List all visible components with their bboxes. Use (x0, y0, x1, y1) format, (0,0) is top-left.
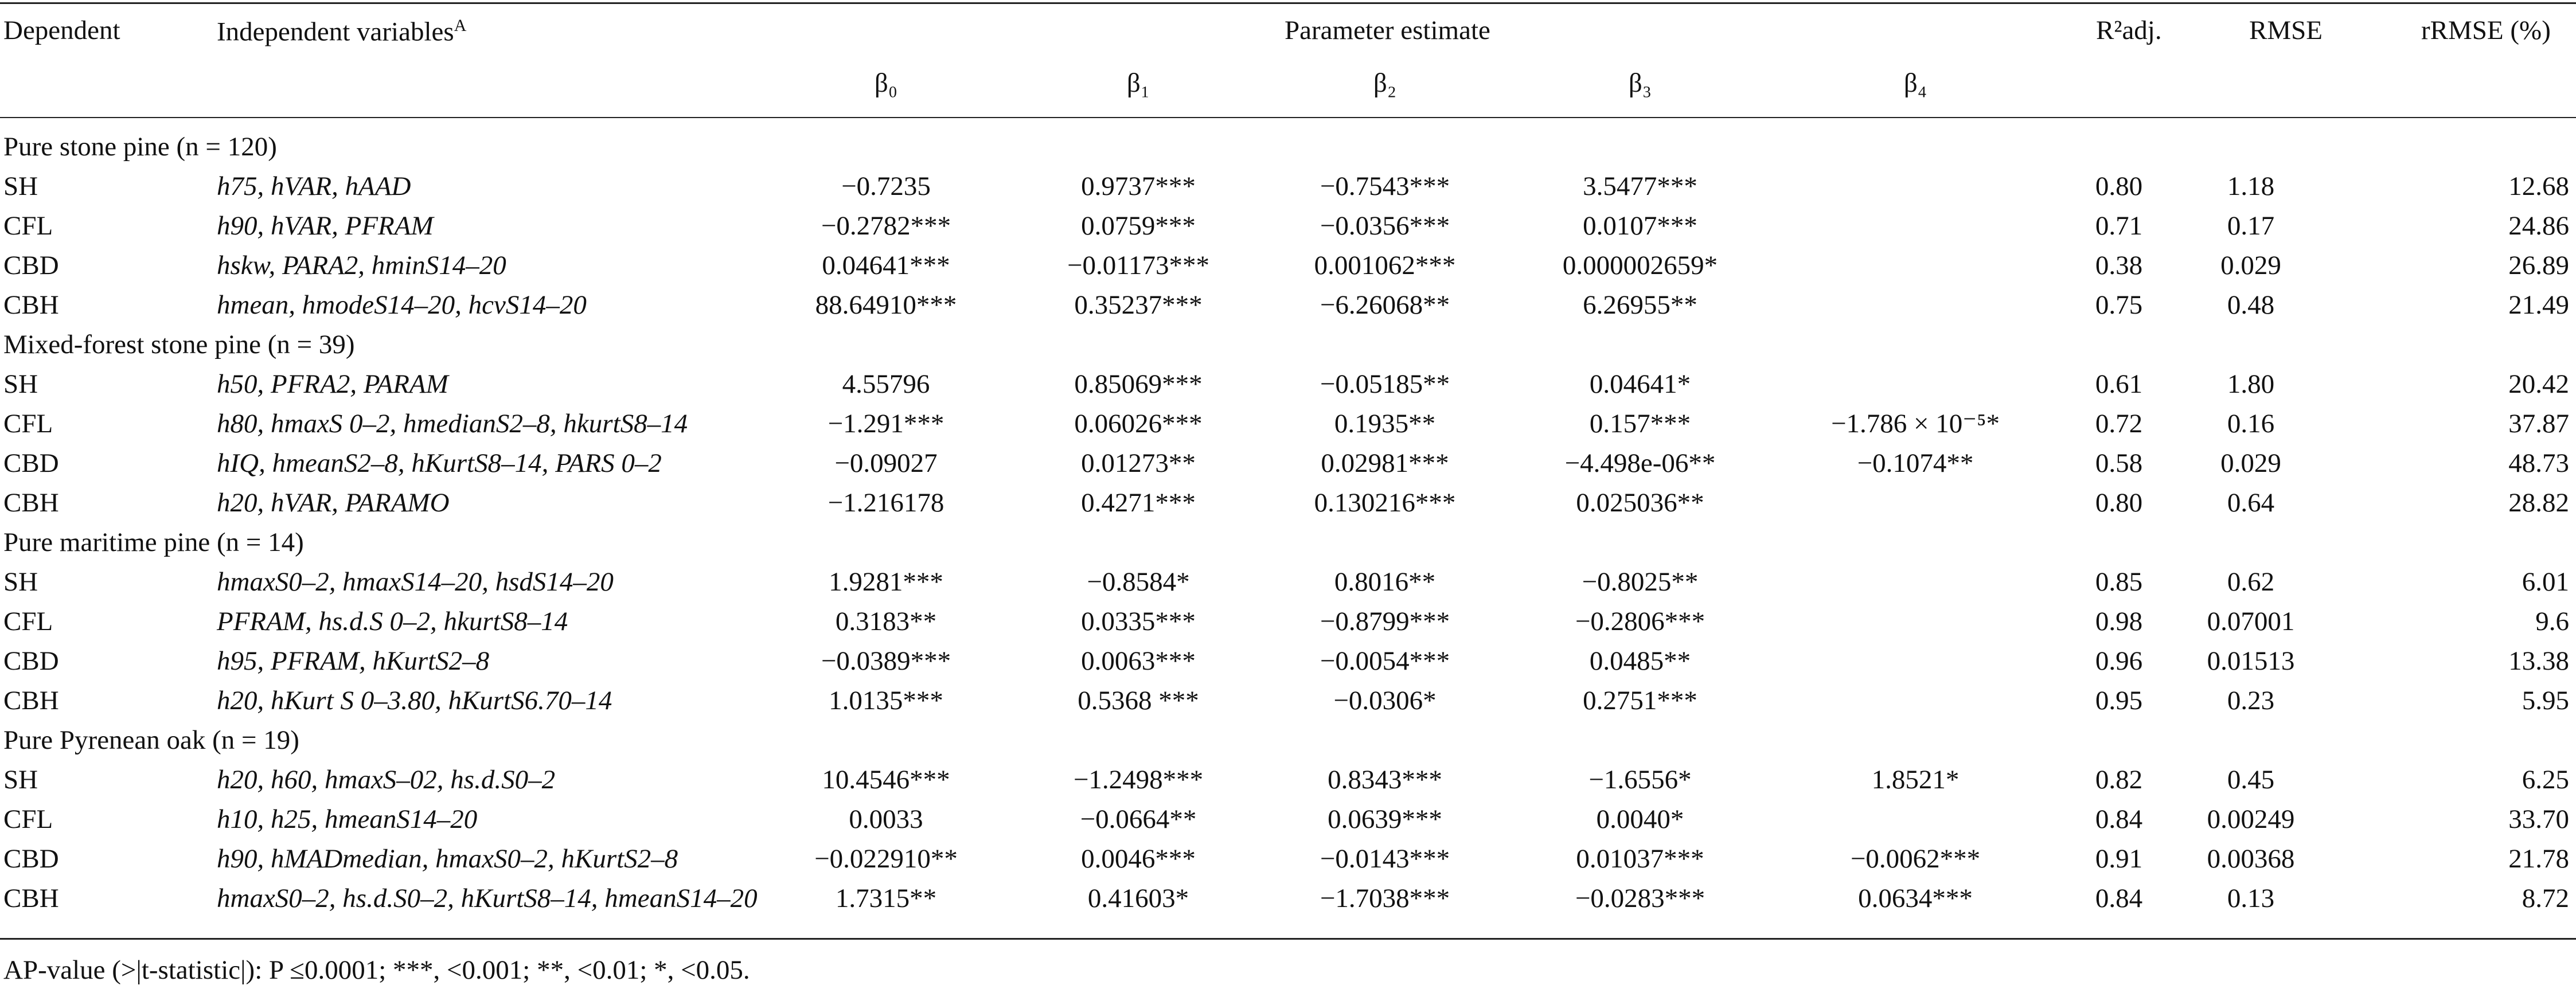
beta1-cell: −0.01173*** (1067, 251, 1209, 280)
r2-cell: 0.95 (2095, 686, 2143, 716)
rrmse-cell: 26.89 (2508, 251, 2569, 280)
table-row (0, 760, 2576, 800)
rmse-cell: 0.00368 (2207, 844, 2295, 874)
beta2-cell: 0.0639*** (1328, 804, 1442, 834)
rrmse-cell: 13.38 (2508, 646, 2569, 676)
dependent-cell: CFL (3, 409, 53, 439)
independent-vars-cell: h20, hKurt S 0–3.80, hKurtS6.70–14 (217, 686, 612, 716)
independent-vars-cell: hmaxS0–2, hs.d.S0–2, hKurtS8–14, hmeanS14–20 (217, 883, 758, 913)
beta2-cell: 0.8016** (1334, 567, 1436, 597)
table-row (0, 483, 2576, 523)
rmse-cell: 1.80 (2227, 369, 2275, 399)
header-beta-2: β₂ (1373, 68, 1397, 98)
dependent-cell: SH (3, 567, 38, 597)
beta1-cell: 0.5368 *** (1078, 686, 1199, 716)
dependent-cell: CBD (3, 646, 59, 676)
independent-vars-cell: h10, h25, hmeanS14–20 (217, 804, 478, 834)
r2-cell: 0.84 (2095, 883, 2143, 913)
header-parameter-estimate: Parameter estimate (1285, 15, 1490, 45)
independent-vars-cell: hmaxS0–2, hmaxS14–20, hsdS14–20 (217, 567, 614, 597)
table-row (0, 167, 2576, 206)
dependent-cell: CBD (3, 251, 59, 280)
table-row (0, 681, 2576, 721)
rmse-cell: 0.64 (2227, 488, 2275, 518)
beta3-cell: −0.8025** (1582, 567, 1699, 597)
beta1-cell: 0.4271*** (1081, 488, 1196, 518)
beta3-cell: 3.5477*** (1583, 171, 1697, 201)
beta0-cell: −0.7235 (841, 171, 931, 201)
independent-vars-cell: h20, hVAR, PARAMO (217, 488, 450, 518)
beta2-cell: −6.26068** (1320, 290, 1450, 320)
rmse-cell: 0.23 (2227, 686, 2275, 716)
header-beta-0: β₀ (874, 68, 898, 98)
beta0-cell: −0.022910** (814, 844, 958, 874)
dependent-cell: SH (3, 369, 38, 399)
independent-vars-cell: h95, PFRAM, hKurtS2–8 (217, 646, 490, 676)
independent-vars-cell: h90, hVAR, PFRAM (217, 211, 434, 241)
beta3-cell: 0.04641* (1589, 369, 1691, 399)
r2-cell: 0.91 (2095, 844, 2143, 874)
header-rmse: RMSE (2249, 15, 2323, 45)
independent-vars-cell: hskw, PARA2, hminS14–20 (217, 251, 506, 280)
beta1-cell: −0.8584* (1087, 567, 1190, 597)
r2-cell: 0.38 (2095, 251, 2143, 280)
rrmse-cell: 48.73 (2508, 448, 2569, 478)
rrmse-cell: 9.6 (2535, 607, 2569, 636)
rrmse-cell: 28.82 (2508, 488, 2569, 518)
table-row (0, 602, 2576, 642)
rmse-cell: 0.45 (2227, 765, 2275, 795)
top-rule (0, 2, 2576, 4)
beta2-cell: 0.001062*** (1314, 251, 1456, 280)
beta2-cell: −0.0143*** (1320, 844, 1450, 874)
dependent-cell: CBH (3, 290, 59, 320)
beta0-cell: −1.216178 (828, 488, 944, 518)
header-beta-3: β₃ (1628, 68, 1652, 98)
beta3-cell: 0.157*** (1589, 409, 1691, 439)
independent-vars-cell: h20, h60, hmaxS–02, hs.d.S0–2 (217, 765, 556, 795)
beta0-cell: 88.64910*** (815, 290, 957, 320)
footnote: AP-value (>|t-statistic|): P ≤0.0001; ***, <0.001; **, <0.01; *, <0.05. (3, 955, 750, 985)
header-dependent: Dependent (3, 15, 120, 45)
beta0-cell: −1.291*** (828, 409, 944, 439)
rrmse-cell: 24.86 (2508, 211, 2569, 241)
beta0-cell: −0.2782*** (821, 211, 951, 241)
r2-cell: 0.61 (2095, 369, 2143, 399)
table-row (0, 562, 2576, 602)
beta2-cell: 0.02981*** (1321, 448, 1449, 478)
beta2-cell: −0.7543*** (1320, 171, 1450, 201)
dependent-cell: SH (3, 171, 38, 201)
rmse-cell: 1.18 (2227, 171, 2275, 201)
table-row (0, 642, 2576, 681)
beta3-cell: 0.025036** (1576, 488, 1704, 518)
rrmse-cell: 37.87 (2508, 409, 2569, 439)
beta0-cell: 1.7315** (835, 883, 937, 913)
beta1-cell: 0.01273** (1081, 448, 1196, 478)
dependent-cell: CBD (3, 448, 59, 478)
beta2-cell: −0.8799*** (1320, 607, 1450, 636)
r2-cell: 0.80 (2095, 488, 2143, 518)
dependent-cell: CBH (3, 488, 59, 518)
beta3-cell: −0.2806*** (1575, 607, 1705, 636)
rrmse-cell: 20.42 (2508, 369, 2569, 399)
rrmse-cell: 21.49 (2508, 290, 2569, 320)
rmse-cell: 0.029 (2220, 448, 2281, 478)
header-r2: R²adj. (2096, 15, 2162, 45)
beta4-cell: −0.1074** (1857, 448, 1974, 478)
r2-cell: 0.72 (2095, 409, 2143, 439)
group-title: Pure maritime pine (n = 14) (3, 527, 304, 557)
independent-vars-cell: h90, hMADmedian, hmaxS0–2, hKurtS2–8 (217, 844, 678, 874)
beta0-cell: −0.0389*** (821, 646, 951, 676)
dependent-cell: CBD (3, 844, 59, 874)
header-beta-4: β₄ (1903, 68, 1927, 98)
table-row (0, 444, 2576, 483)
beta1-cell: 0.0759*** (1081, 211, 1196, 241)
beta1-cell: 0.85069*** (1074, 369, 1203, 399)
rmse-cell: 0.01513 (2207, 646, 2295, 676)
r2-cell: 0.58 (2095, 448, 2143, 478)
beta1-cell: 0.0046*** (1081, 844, 1196, 874)
dependent-cell: CFL (3, 804, 53, 834)
beta0-cell: −0.09027 (834, 448, 938, 478)
group-title: Mixed-forest stone pine (n = 39) (3, 330, 355, 359)
beta3-cell: 6.26955** (1583, 290, 1697, 320)
beta0-cell: 1.9281*** (829, 567, 943, 597)
r2-cell: 0.80 (2095, 171, 2143, 201)
group-header (0, 127, 2576, 167)
table-row (0, 839, 2576, 879)
beta4-cell: 1.8521* (1871, 765, 1960, 795)
beta4-cell: −1.786 × 10⁻⁵* (1831, 409, 2000, 439)
dependent-cell: CBH (3, 686, 59, 716)
independent-vars-cell: h50, PFRA2, PARAM (217, 369, 448, 399)
table-row (0, 404, 2576, 444)
r2-cell: 0.84 (2095, 804, 2143, 834)
group-header (0, 721, 2576, 760)
beta0-cell: 0.04641*** (822, 251, 950, 280)
group-header (0, 523, 2576, 562)
beta3-cell: 0.0485** (1589, 646, 1691, 676)
beta3-cell: −0.0283*** (1575, 883, 1705, 913)
header-independent: Independent variables$^A$ (217, 16, 467, 47)
group-title: Pure Pyrenean oak (n = 19) (3, 725, 299, 755)
r2-cell: 0.71 (2095, 211, 2143, 241)
independent-vars-cell: PFRAM, hs.d.S 0–2, hkurtS8–14 (217, 607, 568, 636)
beta4-cell: −0.0062*** (1850, 844, 1981, 874)
table-row (0, 879, 2576, 918)
table-row (0, 246, 2576, 286)
beta3-cell: 0.0040* (1596, 804, 1684, 834)
r2-cell: 0.96 (2095, 646, 2143, 676)
header-beta-1: β₁ (1126, 68, 1150, 98)
independent-vars-cell: h75, hVAR, hAAD (217, 171, 411, 201)
independent-vars-cell: hIQ, hmeanS2–8, hKurtS8–14, PARS 0–2 (217, 448, 662, 478)
rmse-cell: 0.48 (2227, 290, 2275, 320)
table-row (0, 206, 2576, 246)
beta3-cell: 0.0107*** (1583, 211, 1697, 241)
rrmse-cell: 8.72 (2522, 883, 2569, 913)
beta3-cell: 0.2751*** (1583, 686, 1697, 716)
rrmse-cell: 12.68 (2508, 171, 2569, 201)
beta4-cell: 0.0634*** (1858, 883, 1973, 913)
rrmse-cell: 6.01 (2522, 567, 2569, 597)
beta0-cell: 0.0033 (849, 804, 923, 834)
r2-cell: 0.98 (2095, 607, 2143, 636)
rrmse-cell: 21.78 (2508, 844, 2569, 874)
beta2-cell: −0.0306* (1333, 686, 1437, 716)
rmse-cell: 0.17 (2227, 211, 2275, 241)
rmse-cell: 0.13 (2227, 883, 2275, 913)
beta3-cell: 0.000002659* (1562, 251, 1718, 280)
rmse-cell: 0.029 (2220, 251, 2281, 280)
beta2-cell: −0.0054*** (1320, 646, 1450, 676)
dependent-cell: CFL (3, 607, 53, 636)
beta3-cell: −1.6556* (1588, 765, 1692, 795)
beta2-cell: −1.7038*** (1320, 883, 1450, 913)
table-row (0, 365, 2576, 404)
rmse-cell: 0.16 (2227, 409, 2275, 439)
independent-vars-cell: hmean, hmodeS14–20, hcvS14–20 (217, 290, 587, 320)
beta2-cell: −0.05185** (1320, 369, 1450, 399)
rmse-cell: 0.62 (2227, 567, 2275, 597)
beta2-cell: −0.0356*** (1320, 211, 1450, 241)
beta0-cell: 10.4546*** (822, 765, 950, 795)
beta0-cell: 1.0135*** (829, 686, 943, 716)
dependent-cell: CBH (3, 883, 59, 913)
beta1-cell: 0.06026*** (1074, 409, 1203, 439)
beta3-cell: 0.01037*** (1576, 844, 1704, 874)
table-row (0, 286, 2576, 325)
rrmse-cell: 6.25 (2522, 765, 2569, 795)
beta1-cell: −1.2498*** (1073, 765, 1204, 795)
rrmse-cell: 5.95 (2522, 686, 2569, 716)
beta1-cell: 0.0335*** (1081, 607, 1196, 636)
dependent-cell: CFL (3, 211, 53, 241)
r2-cell: 0.85 (2095, 567, 2143, 597)
dependent-cell: SH (3, 765, 38, 795)
rmse-cell: 0.00249 (2207, 804, 2295, 834)
rmse-cell: 0.07001 (2207, 607, 2295, 636)
beta1-cell: 0.9737*** (1081, 171, 1196, 201)
rrmse-cell: 33.70 (2508, 804, 2569, 834)
group-title: Pure stone pine (n = 120) (3, 132, 277, 162)
r2-cell: 0.82 (2095, 765, 2143, 795)
header-rule (0, 117, 2576, 118)
r2-cell: 0.75 (2095, 290, 2143, 320)
group-header (0, 325, 2576, 365)
beta1-cell: 0.35237*** (1074, 290, 1203, 320)
beta0-cell: 4.55796 (842, 369, 930, 399)
beta1-cell: 0.0063*** (1081, 646, 1196, 676)
beta2-cell: 0.1935** (1334, 409, 1436, 439)
beta3-cell: −4.498e-06** (1564, 448, 1716, 478)
table-row (0, 800, 2576, 839)
header-independent-sup: A (454, 16, 467, 35)
beta0-cell: 0.3183** (835, 607, 937, 636)
independent-vars-cell: h80, hmaxS 0–2, hmedianS2–8, hkurtS8–14 (217, 409, 688, 439)
beta2-cell: 0.130216*** (1314, 488, 1456, 518)
beta2-cell: 0.8343*** (1328, 765, 1442, 795)
bottom-rule (0, 938, 2576, 940)
beta1-cell: −0.0664** (1080, 804, 1197, 834)
header-rrmse: rRMSE (%) (2421, 15, 2551, 45)
beta1-cell: 0.41603* (1087, 883, 1189, 913)
